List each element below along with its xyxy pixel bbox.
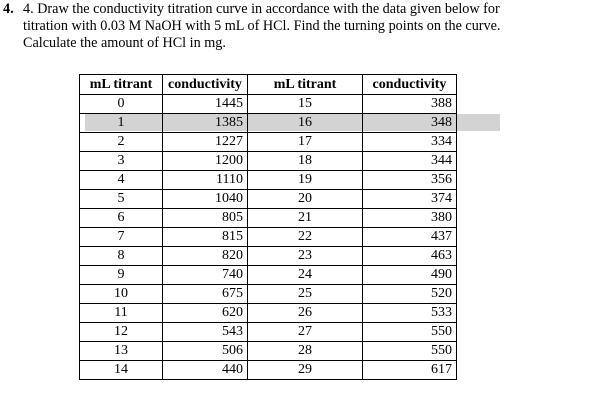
table-cell: 3 xyxy=(80,152,163,171)
question-line: titration with 0.03 M NaOH with 5 mL of HCl. Find the turning points on the curve. xyxy=(23,18,501,34)
table-cell: 334 xyxy=(363,133,457,152)
table-cell: 356 xyxy=(363,171,457,190)
table-cell: 520 xyxy=(363,285,457,304)
table-cell: 543 xyxy=(163,323,248,342)
table-cell: 17 xyxy=(248,133,363,152)
table-cell: 620 xyxy=(163,304,248,323)
table-cell: 15 xyxy=(248,95,363,114)
table-cell: 24 xyxy=(248,266,363,285)
table-cell: 29 xyxy=(248,361,363,380)
table-cell: 1227 xyxy=(163,133,248,152)
table-cell: 506 xyxy=(163,342,248,361)
table-body xyxy=(80,95,457,380)
table-row xyxy=(80,171,457,190)
table-row xyxy=(80,228,457,247)
table-cell: 11 xyxy=(80,304,163,323)
question-line: 4. Draw the conductivity titration curve in accordance with the data given below for xyxy=(23,1,500,17)
table-cell: 9 xyxy=(80,266,163,285)
table-cell: 7 xyxy=(80,228,163,247)
column-header: mL titrant xyxy=(248,75,363,95)
table-row xyxy=(80,285,457,304)
table-cell: 26 xyxy=(248,304,363,323)
table-row xyxy=(80,133,457,152)
table-row xyxy=(80,342,457,361)
table-row xyxy=(80,190,457,209)
table-row xyxy=(80,247,457,266)
table-cell: 675 xyxy=(163,285,248,304)
table-cell: 820 xyxy=(163,247,248,266)
column-header: conductivity xyxy=(163,75,248,95)
table-cell: 440 xyxy=(163,361,248,380)
table-cell: 19 xyxy=(248,171,363,190)
table-cell: 16 xyxy=(248,114,363,133)
table-cell: 25 xyxy=(248,285,363,304)
table-cell: 12 xyxy=(80,323,163,342)
table-cell: 8 xyxy=(80,247,163,266)
table-cell: 815 xyxy=(163,228,248,247)
table-cell: 4 xyxy=(80,171,163,190)
table-cell: 617 xyxy=(363,361,457,380)
column-header: mL titrant xyxy=(80,75,163,95)
table-cell: 344 xyxy=(363,152,457,171)
table-cell: 1 xyxy=(80,114,163,133)
table-row xyxy=(80,95,457,114)
table-cell: 463 xyxy=(363,247,457,266)
table-cell: 805 xyxy=(163,209,248,228)
table-cell: 22 xyxy=(248,228,363,247)
table-cell: 28 xyxy=(248,342,363,361)
table-row xyxy=(80,323,457,342)
table-cell: 740 xyxy=(163,266,248,285)
table-row xyxy=(80,114,457,133)
question-line: Calculate the amount of HCl in mg. xyxy=(23,35,226,51)
table-cell: 1110 xyxy=(163,171,248,190)
table-cell: 23 xyxy=(248,247,363,266)
table-cell: 5 xyxy=(80,190,163,209)
table-cell: 388 xyxy=(363,95,457,114)
table-row xyxy=(80,361,457,380)
table-cell: 550 xyxy=(363,342,457,361)
table-cell: 6 xyxy=(80,209,163,228)
data-table xyxy=(79,74,457,380)
table-cell: 1445 xyxy=(163,95,248,114)
question-text xyxy=(23,1,607,52)
table-cell: 20 xyxy=(248,190,363,209)
table-cell: 13 xyxy=(80,342,163,361)
table-cell: 18 xyxy=(248,152,363,171)
table-cell: 10 xyxy=(80,285,163,304)
table-row xyxy=(80,304,457,323)
table-cell: 380 xyxy=(363,209,457,228)
table-cell: 437 xyxy=(363,228,457,247)
table-row xyxy=(80,266,457,285)
table-header-row xyxy=(80,75,457,95)
table-row xyxy=(80,209,457,228)
table-cell: 1200 xyxy=(163,152,248,171)
table-cell: 533 xyxy=(363,304,457,323)
question-number: 4. xyxy=(3,1,14,17)
table-cell: 1385 xyxy=(163,114,248,133)
table-cell: 14 xyxy=(80,361,163,380)
table-cell: 374 xyxy=(363,190,457,209)
question-block xyxy=(3,1,607,52)
table-cell: 490 xyxy=(363,266,457,285)
table-cell: 2 xyxy=(80,133,163,152)
table-cell: 1040 xyxy=(163,190,248,209)
table-cell: 550 xyxy=(363,323,457,342)
table-row xyxy=(80,152,457,171)
table-cell: 21 xyxy=(248,209,363,228)
column-header: conductivity xyxy=(363,75,457,95)
table-cell: 0 xyxy=(80,95,163,114)
table-cell: 348 xyxy=(363,114,457,133)
table-cell: 27 xyxy=(248,323,363,342)
